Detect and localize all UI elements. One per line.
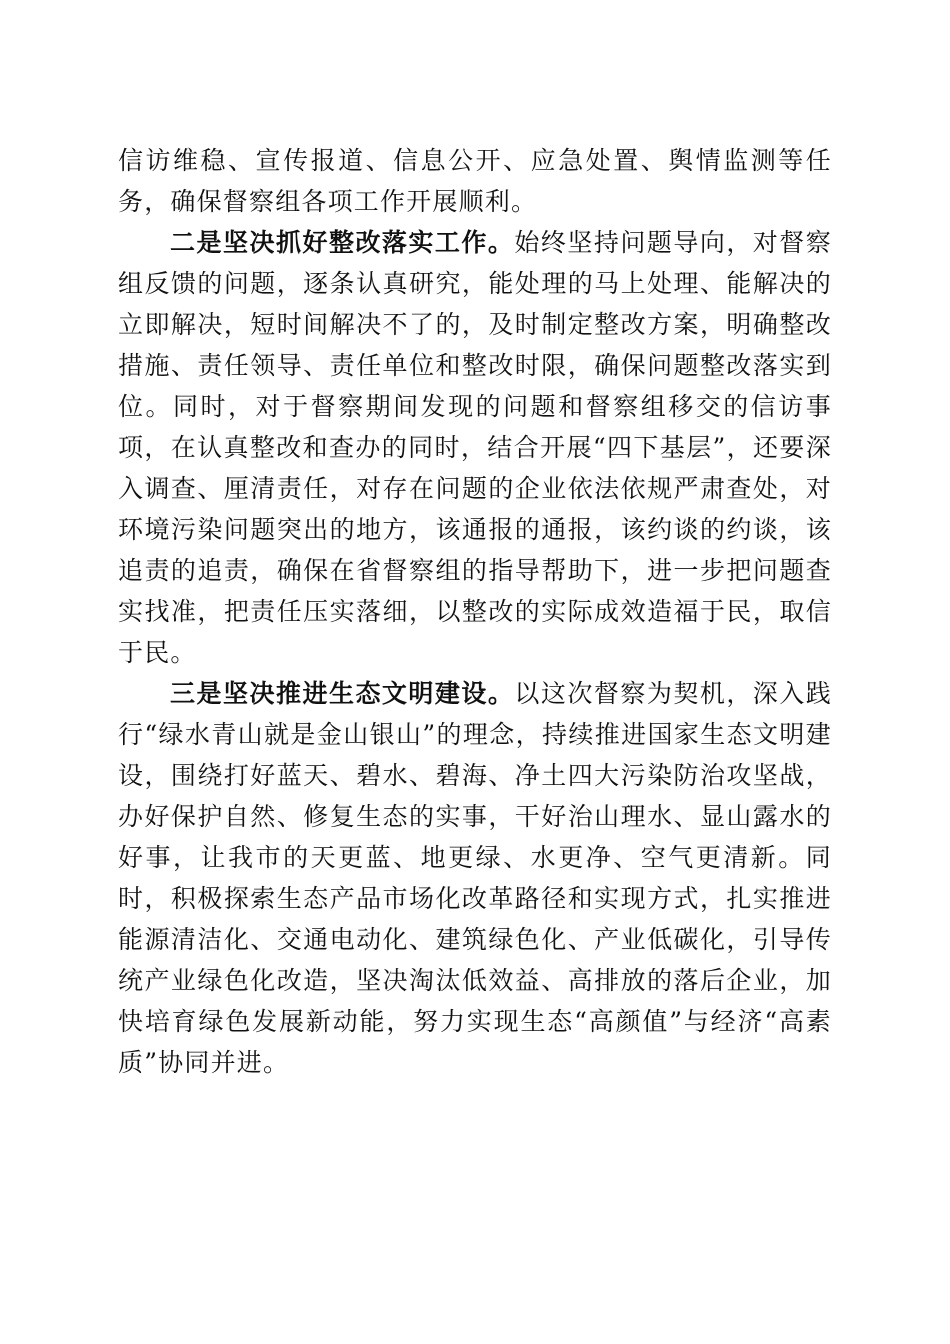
paragraph-ecology: [118, 673, 832, 1083]
paragraph-text: 信访维稳、宣传报道、信息公开、应急处置、舆情监测等任务，确保督察组各项工作开展顺利。: [118, 146, 832, 216]
paragraph-heading: 二是坚决抓好整改落实工作。: [170, 228, 515, 257]
paragraph-text: 以这次督察为契机，深入践行“绿水青山就是金山银山”的理念，持续推进国家生态文明建设，围绕打好蓝天、碧水、碧海、净土四大污染防治攻坚战，办好保护自然、修复生态的实事，干好治山理水、显山露水的好事，让我市的天更蓝、地更绿、水更净、空气更清新。同时，积极探索生态产品市场化改革路径和实现方式，扎实推进能源清洁化、交通电动化、建筑绿色化、产业低碳化，引导传统产业绿色化改造，坚决淘汰低效益、高排放的落后企业，加快培育绿色发展新动能，努力实现生态“高颜值”与经济“高素质”协同并进。: [118, 679, 832, 1077]
document-page: [118, 140, 832, 1083]
paragraph-heading: 三是坚决推进生态文明建设。: [170, 679, 515, 708]
paragraph-text: 始终坚持问题导向，对督察组反馈的问题，逐条认真研究，能处理的马上处理、能解决的立即解决，短时间解决不了的，及时制定整改方案，明确整改措施、责任领导、责任单位和整改时限，确保问题整改落实到位。同时，对于督察期间发现的问题和督察组移交的信访事项，在认真整改和查办的同时，结合开展“四下基层”，还要深入调查、厘清责任，对存在问题的企业依法依规严肃查处，对环境污染问题突出的地方，该通报的通报，该约谈的约谈，该追责的追责，确保在省督察组的指导帮助下，进一步把问题查实找准，把责任压实落细，以整改的实际成效造福于民，取信于民。: [118, 228, 832, 667]
paragraph-continuation: [118, 140, 832, 222]
paragraph-rectification: [118, 222, 832, 673]
